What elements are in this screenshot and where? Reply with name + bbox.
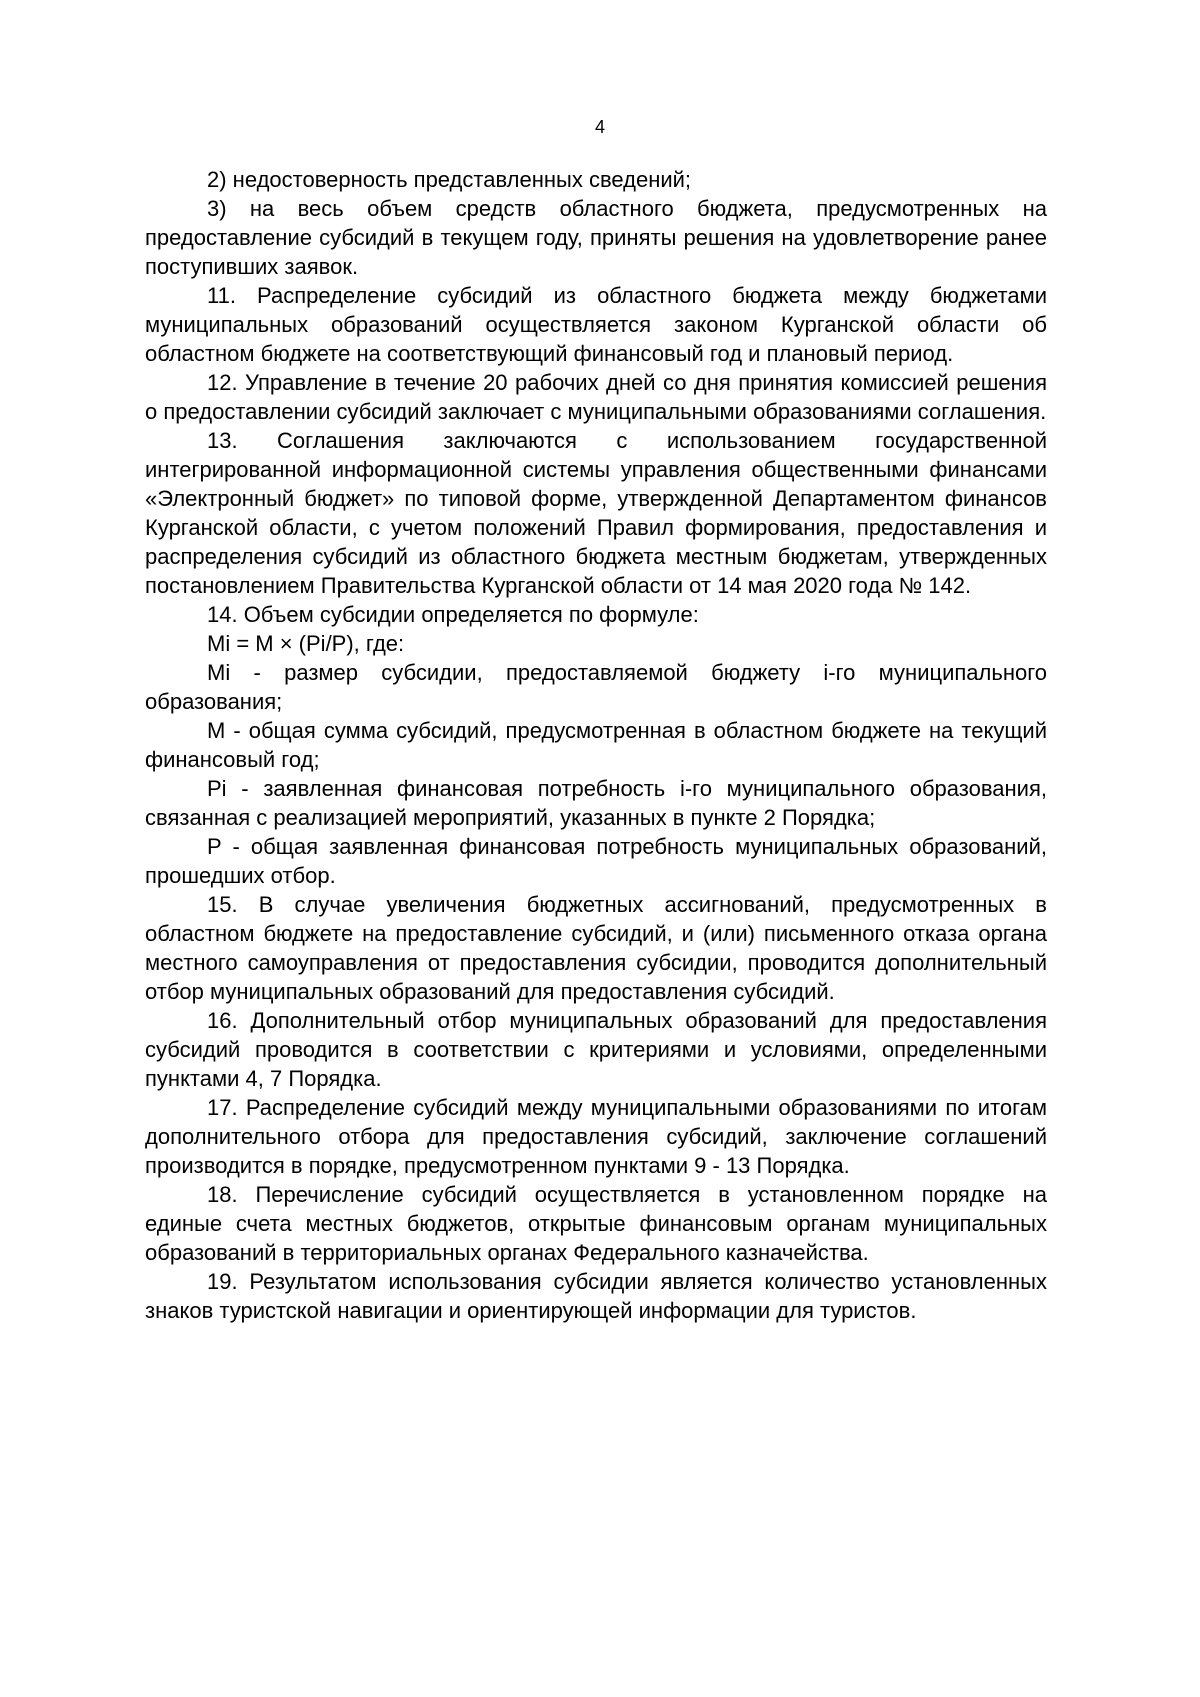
paragraph-12: 12. Управление в течение 20 рабочих дней со дня принятия комиссией решения о предоставлении субсидий заключает с муниципальными образованиями соглашения. (145, 370, 1047, 424)
formula: Mi = M × (Pi/P), где: (207, 631, 405, 656)
paragraph-13: 13. Соглашения заключаются с использованием государственной интегрированной информационной системы управления общественными финансами «Электронный бюджет» по типовой форме, утвержденной Департаментом финансов Курганской области, с учетом положений Правил формирования, предоставления и распределения субсидий из областного бюджета местным бюджетам, утвержденных постановлением Правительства Курганской области от 14 мая 2020 года № 142. (145, 428, 1047, 598)
formula-definition-mi: Mi - размер субсидии, предоставляемой бюджету i-го муниципального образования; (145, 660, 1047, 714)
paragraph-item-3: 3) на весь объем средств областного бюджета, предусмотренных на предоставление субсидий в текущем году, приняты решения на удовлетворение ранее поступивших заявок. (145, 196, 1047, 279)
formula-definition-m: M - общая сумма субсидий, предусмотренная в областном бюджете на текущий финансовый год; (145, 718, 1047, 772)
paragraph-11: 11. Распределение субсидий из областного бюджета между бюджетами муниципальных образований осуществляется законом Курганской области об областном бюджете на соответствующий финансовый год и плановый период. (145, 283, 1047, 366)
formula-definition-p: P - общая заявленная финансовая потребность муниципальных образований, прошедших отбор. (145, 834, 1047, 888)
paragraph-14: 14. Объем субсидии определяется по формуле: (207, 602, 699, 627)
paragraph-15: 15. В случае увеличения бюджетных ассигнований, предусмотренных в областном бюджете на предоставление субсидий, и (или) письменного отказа органа местного самоуправления от предоставления субсидии, проводится дополнительный отбор муниципальных образований для предоставления субсидий. (145, 892, 1047, 1004)
paragraph-18: 18. Перечисление субсидий осуществляется в установленном порядке на единые счета местных бюджетов, открытые финансовым органам муниципальных образований в территориальных органах Федерального казначейства. (145, 1182, 1047, 1265)
paragraph-item-2: 2) недостоверность представленных сведений; (207, 167, 692, 192)
paragraph-19: 19. Результатом использования субсидии является количество установленных знаков туристской навигации и ориентирующей информации для туристов. (145, 1269, 1047, 1323)
paragraph-17: 17. Распределение субсидий между муниципальными образованиями по итогам дополнительного отбора для предоставления субсидий, заключение соглашений производится в порядке, предусмотренном пунктами 9 - 13 Порядка. (145, 1095, 1047, 1178)
document-body (145, 165, 1047, 1325)
paragraph-16: 16. Дополнительный отбор муниципальных образований для предоставления субсидий проводится в соответствии с критериями и условиями, определенными пунктами 4, 7 Порядка. (145, 1008, 1047, 1091)
page-number: 4 (594, 117, 605, 137)
formula-definition-pi: Pi - заявленная финансовая потребность i-го муниципального образования, связанная с реализацией мероприятий, указанных в пункте 2 Порядка; (145, 776, 1047, 830)
